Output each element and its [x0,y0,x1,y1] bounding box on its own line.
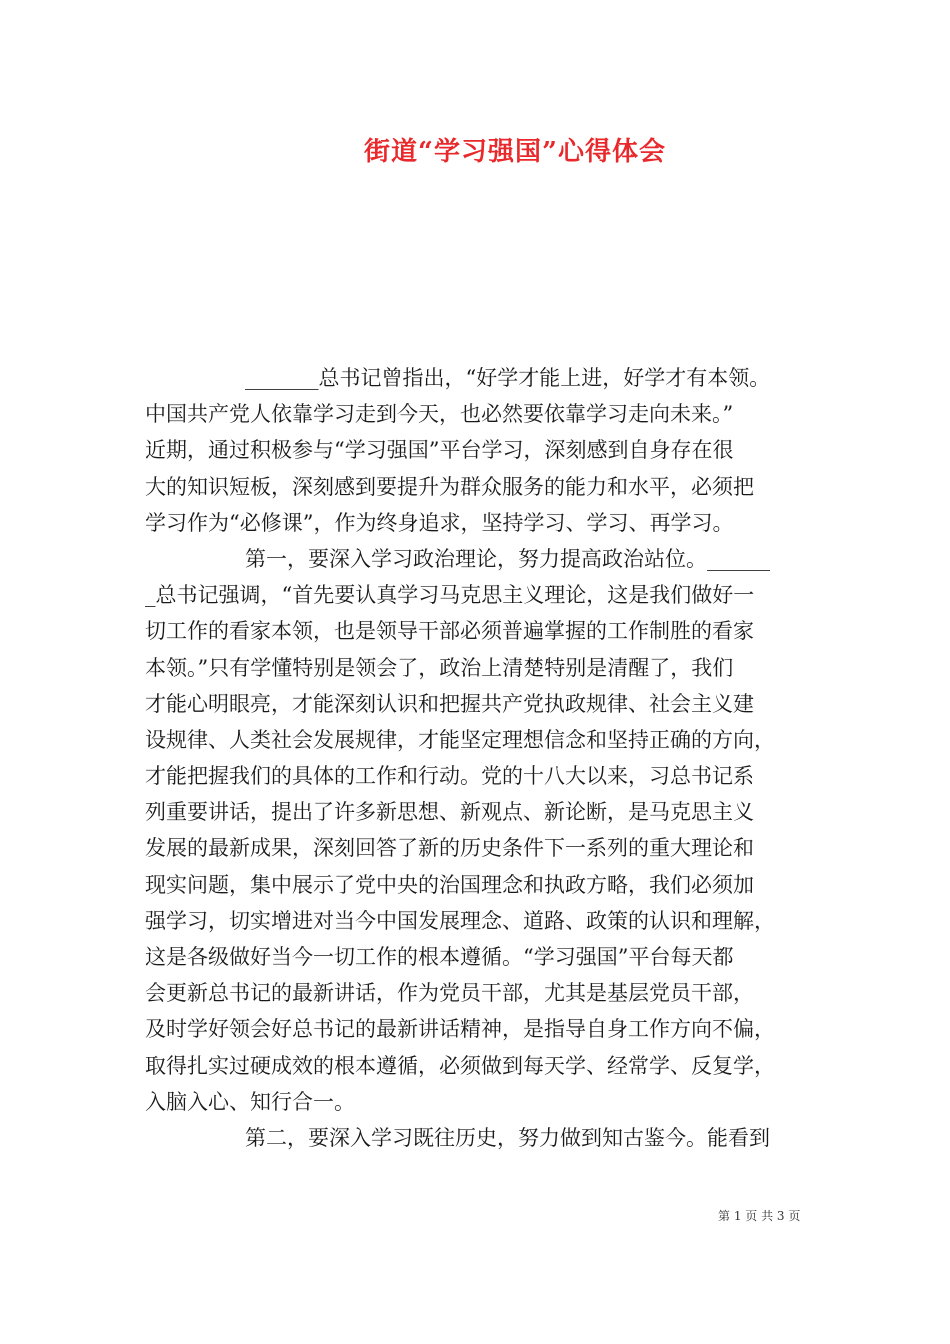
body-line: 近期，通过积极参与“学习强国”平台学习，深刻感到自身存在很 [145,438,734,463]
body-line: 入脑入心、知行合一。 [145,1089,355,1114]
document-body [145,360,810,1156]
body-line: 本领。”只有学懂特别是领会了，政治上清楚特别是清醒了，我们 [145,655,734,680]
body-line: 设规律、人类社会发展规律，才能坚定理想信念和坚持正确的方向， [145,727,775,752]
body-line: _______总书记曾指出，“好学才能上进，好学才有本领。 [245,366,771,390]
body-line: 第一，要深入学习政治理论，努力提高政治站位。______ [245,546,770,571]
document-title: 街道“学习强国”心得体会 [364,137,666,167]
body-line: 大的知识短板，深刻感到要提升为群众服务的能力和水平，必须把 [145,474,754,499]
body-line: 发展的最新成果，深刻回答了新的历史条件下一系列的重大理论和 [145,836,754,861]
body-line: 现实问题，集中展示了党中央的治国理念和执政方略，我们必须加 [145,872,754,897]
body-line: 及时学好领会好总书记的最新讲话精神，是指导自身工作方向不偏， [145,1017,775,1042]
body-line: 中国共产党人依靠学习走到今天，也必然要依靠学习走向未来。” [145,402,734,427]
body-line: 学习作为“必修课”，作为终身追求，坚持学习、学习、再学习。 [145,510,734,535]
body-line: _总书记强调，“首先要认真学习马克思主义理论，这是我们做好一 [145,583,755,608]
body-line: 切工作的看家本领，也是领导干部必须普遍掌握的工作制胜的看家 [145,619,754,644]
body-line: 会更新总书记的最新讲话，作为党员干部，尤其是基层党员干部， [145,981,754,1006]
body-line: 才能把握我们的具体的工作和行动。党的十八大以来，习总书记系 [145,764,754,789]
body-line: 强学习，切实增进对当今中国发展理念、道路、政策的认识和理解， [145,908,775,933]
body-line: 这是各级做好当今一切工作的根本遵循。“学习强国”平台每天都 [145,945,734,969]
body-line: 列重要讲话，提出了许多新思想、新观点、新论断，是马克思主义 [145,800,754,825]
body-line: 第二，要深入学习既往历史，努力做到知古鉴今。能看到 [245,1125,770,1150]
page-footer: 第 1 页 共 3 页 [718,1209,801,1223]
body-line: 才能心明眼亮，才能深刻认识和把握共产党执政规律、社会主义建 [145,691,754,716]
body-line: 取得扎实过硬成效的根本遵循，必须做到每天学、经常学、反复学， [145,1053,775,1078]
